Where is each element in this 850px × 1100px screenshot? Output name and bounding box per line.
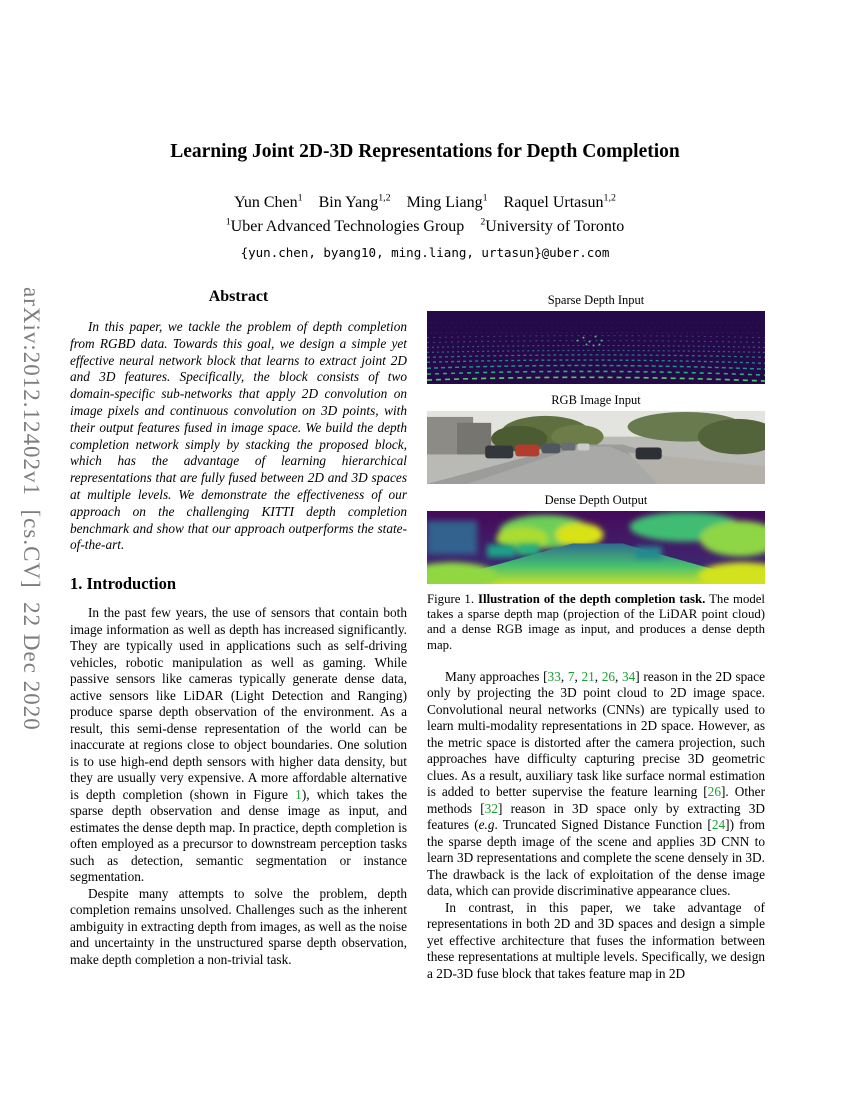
text-segment: 1 [225,216,231,228]
text-segment: . Truncated Signed Distance Function [ [494,817,712,833]
text-segment: Ming Liang [390,194,483,211]
figure-label-sparse-depth: Sparse Depth Input [547,293,645,307]
citation-link[interactable]: 26 [707,784,721,800]
text-segment: 2 [480,216,486,228]
affiliations-line [0,218,850,236]
text-segment: Uber Advanced Technologies Group [230,218,481,235]
text-segment: , [560,668,568,684]
intro-paragraph-1 [70,605,407,886]
arxiv-watermark: arXiv:2012.12402v1 [cs.CV] 22 Dec 2020 [19,287,44,731]
email-line: {yun.chen, byang10, ming.liang, urtasun}@uber.com [240,245,610,260]
text-segment: ]. Other methods [ [427,784,766,816]
citation-link[interactable]: 1 [295,786,302,802]
text-segment: e.g [478,817,495,833]
citation-link[interactable]: 26 [601,668,615,684]
figure-label-rgb-image: RGB Image Input [551,393,641,407]
text-segment: In the past few years, the use of sensors that contain both image information as well as depth has increased significantly. They are typically used in applications such as self-driving vehicles, robotic manipulation as well as gaming. While passive sensors like cameras typically generate dense data, active sensors like LiDAR (Light Detection and Ranging) produce sparse depth observation of the environment. As a result, this semi-dense representation of the world can be inaccurate at regions close to object boundaries. One solution is to use high-end depth sensors with higher data density, but they are usually very expensive. A more affordable alternative is depth completion (shown in Figure [70,605,407,802]
text-segment: , [574,668,582,684]
figure-label-dense-depth: Dense Depth Output [544,493,648,507]
abstract-heading: Abstract [208,288,269,305]
body-paragraph-1 [427,669,765,900]
figure-caption [427,592,765,653]
right-column [427,288,765,982]
dense-depth-image [427,511,765,584]
text-segment: 1,2 [603,192,616,204]
citation-link[interactable]: 21 [581,668,595,684]
paper-header [0,140,850,260]
text-segment: Yun Chen [234,194,298,211]
citation-link[interactable]: 7 [567,668,575,684]
intro-paragraph-2: Despite many attempts to solve the problem, depth completion remains unsolved. Challenges such as the inherent ambiguity in extracting depth from images, as well as the noise and uncertainty in the unstructured sparse depth observation, make depth completion a non-trivial task. [70,885,407,967]
sparse-depth-image [427,311,765,384]
citation-link[interactable]: 34 [621,668,636,684]
text-segment: , [594,668,602,684]
abstract-text: In this paper, we tackle the problem of depth completion from RGBD data. Towards this goal, we design a simple yet effective neural network block that learns to extract joint 2D and 3D features. Specifically, the block consists of two domain-specific sub-networks that apply 2D convolution on image pixels and continuous convolution on 3D points, with their output features fused in image space. We build the depth completion network simply by stacking the proposed block, which has the advantage of learning hierarchical representations that are fully fused between 2D and 3D spaces at multiple levels. We demonstrate the effectiveness of our approach on the challenging KITTI depth completion benchmark and show that our approach outperforms the state-of-the-art. [70,319,407,553]
body-paragraph-2: In contrast, in this paper, we take advantage of representations in both 2D and 3D spaces and design a simple yet effective architecture that fuses the information between these representations at multiple levels. Specifically, we design a 2D-3D fuse block that takes feature map in 2D [427,899,765,981]
text-segment: 1,2 [378,192,391,204]
text-segment: Raquel Urtasun [487,194,604,211]
text-segment: 1 [482,192,488,204]
paper-title: Learning Joint 2D-3D Representations for Depth Completion [170,141,680,162]
text-segment: University of Toronto [485,218,625,235]
citation-link[interactable]: 32 [484,800,498,816]
text-segment: ), which takes the sparse depth observation and dense image as input, and estimates the dense depth map. In practice, depth completion is often employed as a precursor to downstream perception tasks such as detection, semantic segmentation or instance segmentation. [70,786,407,885]
rgb-image [427,411,765,484]
text-segment: ] reason in the 2D space only by projecting the 3D point cloud to 2D image space. Convolutional neural networks (CNNs) are typically used to learn multi-modality representations in 2D space. However, as the metric space is distorted after the camera projection, such approaches have difficulty capturing precise 3D geometric clues. As a result, auxiliary task like surface normal estimation is added to better supervise the feature learning [ [427,668,765,800]
text-segment: Illustration of the depth completion task. [478,592,706,606]
text-segment: Many approaches [ [445,668,548,684]
text-segment: ]) from the sparse depth image of the scene and applies 3D CNN to learn 3D representations and complete the scene densely in 3D. The drawback is the lack of exploitation of the dense image data, which can provide discriminative appearance clues. [427,817,765,899]
text-segment: 1 [297,192,303,204]
figure-1 [427,292,765,653]
text-segment: Bin Yang [302,194,379,211]
section-heading-introduction: 1. Introduction [70,574,177,594]
text-segment: The model takes a sparse depth map (projection of the LiDAR point cloud) and a dense RGB image as input, and produces a dense depth map. [427,592,765,652]
text-segment: ] reason in 3D space only by extracting 3D features ( [427,800,765,833]
authors-line [0,194,850,212]
text-segment: Figure 1. [427,592,479,606]
citation-link[interactable]: 24 [711,817,726,833]
citation-link[interactable]: 33 [547,668,561,684]
left-column [70,288,407,968]
text-segment: , [615,668,622,684]
